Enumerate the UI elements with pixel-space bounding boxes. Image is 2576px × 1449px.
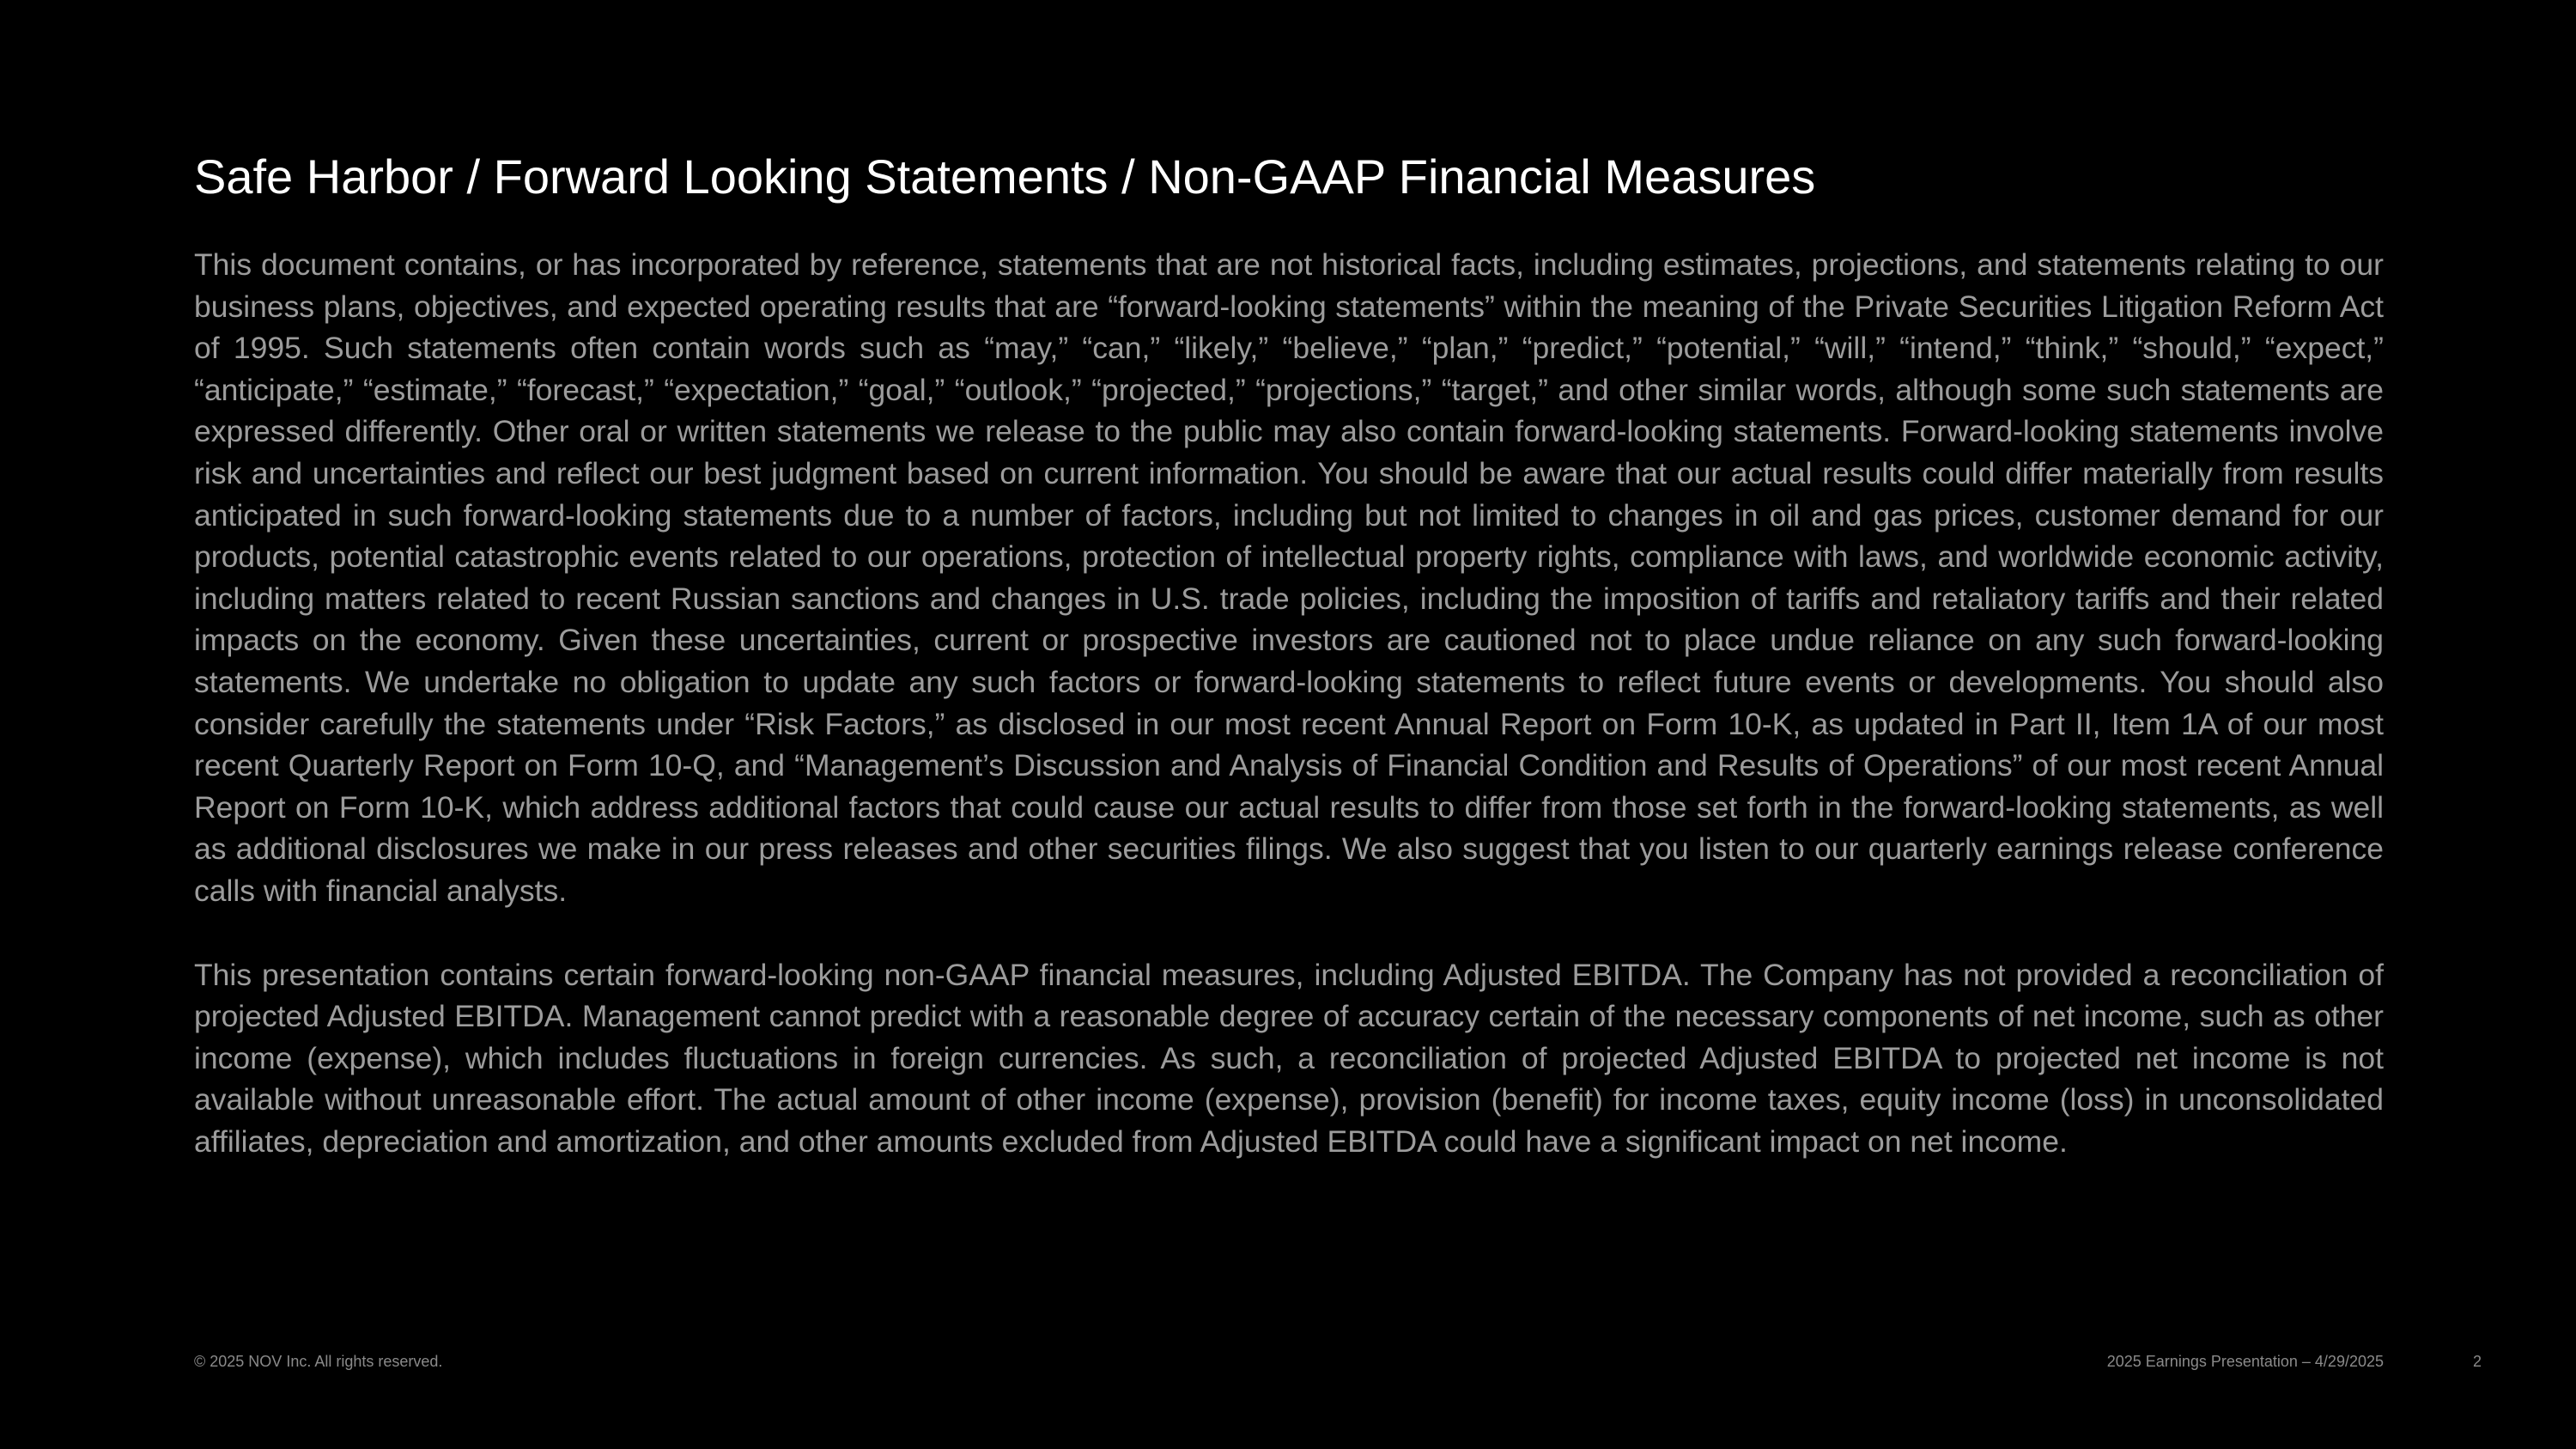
safe-harbor-paragraph: This document contains, or has incorporated by reference, statements that are not historical facts, including estimates, projections, and statements relating to our business plans, objectives, and expected operating results that are “forward-looking statements” within the meaning of the Private Securities Litigation Reform Act of 1995. Such statements often contain words such as “may,” “can,” “likely,” “believe,” “plan,” “predict,” “potential,” “will,” “intend,” “think,” “should,” “expect,” “anticipate,” “estimate,” “forecast,” “expectation,” “goal,” “outlook,” “projected,” “projections,” “target,” and other similar words, although some such statements are expressed differently. Other oral or written statements we release to the public may also contain forward-looking statements. Forward-looking statements involve risk and uncertainties and reflect our best judgment based on current information. You should be aware that our actual results could differ materially from results anticipated in such forward-looking statements due to a number of factors, including but not limited to changes in oil and gas prices, customer demand for our products, potential catastrophic events related to our operations, protection of intellectual property rights, compliance with laws, and worldwide economic activity, including matters related to recent Russian sanctions and changes in U.S. trade policies, including the imposition of tariffs and retaliatory tariffs and their related impacts on the economy. Given these uncertainties, current or prospective investors are cautioned not to place undue reliance on any such forward-looking statements. We undertake no obligation to update any such factors or forward-looking statements to reflect future events or developments. You should also consider carefully the statements under “Risk Factors,” as disclosed in our most recent Annual Report on Form 10-K, as updated in Part II, Item 1A of our most recent Quarterly Report on Form 10-Q, and “Management’s Discussion and Analysis of Financial Condition and Results of Operations” of our most recent Annual Report on Form 10-K, which address additional factors that could cause our actual results to differ from those set forth in the forward-looking statements, as well as additional disclosures we make in our press releases and other securities filings. We also suggest that you listen to our quarterly earnings release conference calls with financial analysts. <box>194 247 2384 908</box>
body-text <box>194 244 2384 1162</box>
footer-copyright: © 2025 NOV Inc. All rights reserved. <box>194 1353 443 1370</box>
footer-presentation-title: 2025 Earnings Presentation – 4/29/2025 <box>2106 1353 2384 1370</box>
slide-title: Safe Harbor / Forward Looking Statements / Non-GAAP Financial Measures <box>194 149 1816 204</box>
non-gaap-paragraph: This presentation contains certain forward-looking non-GAAP financial measures, including Adjusted EBITDA. The Company has not provided a reconciliation of projected Adjusted EBITDA. Management cannot predict with a reasonable degree of accuracy certain of the necessary components of net income, such as other income (expense), which includes fluctuations in foreign currencies. As such, a reconciliation of projected Adjusted EBITDA to projected net income is not available without unreasonable effort. The actual amount of other income (expense), provision (benefit) for income taxes, equity income (loss) in unconsolidated affiliates, depreciation and amortization, and other amounts excluded from Adjusted EBITDA could have a significant impact on net income. <box>194 957 2384 1159</box>
footer-page-number: 2 <box>2472 1353 2482 1370</box>
